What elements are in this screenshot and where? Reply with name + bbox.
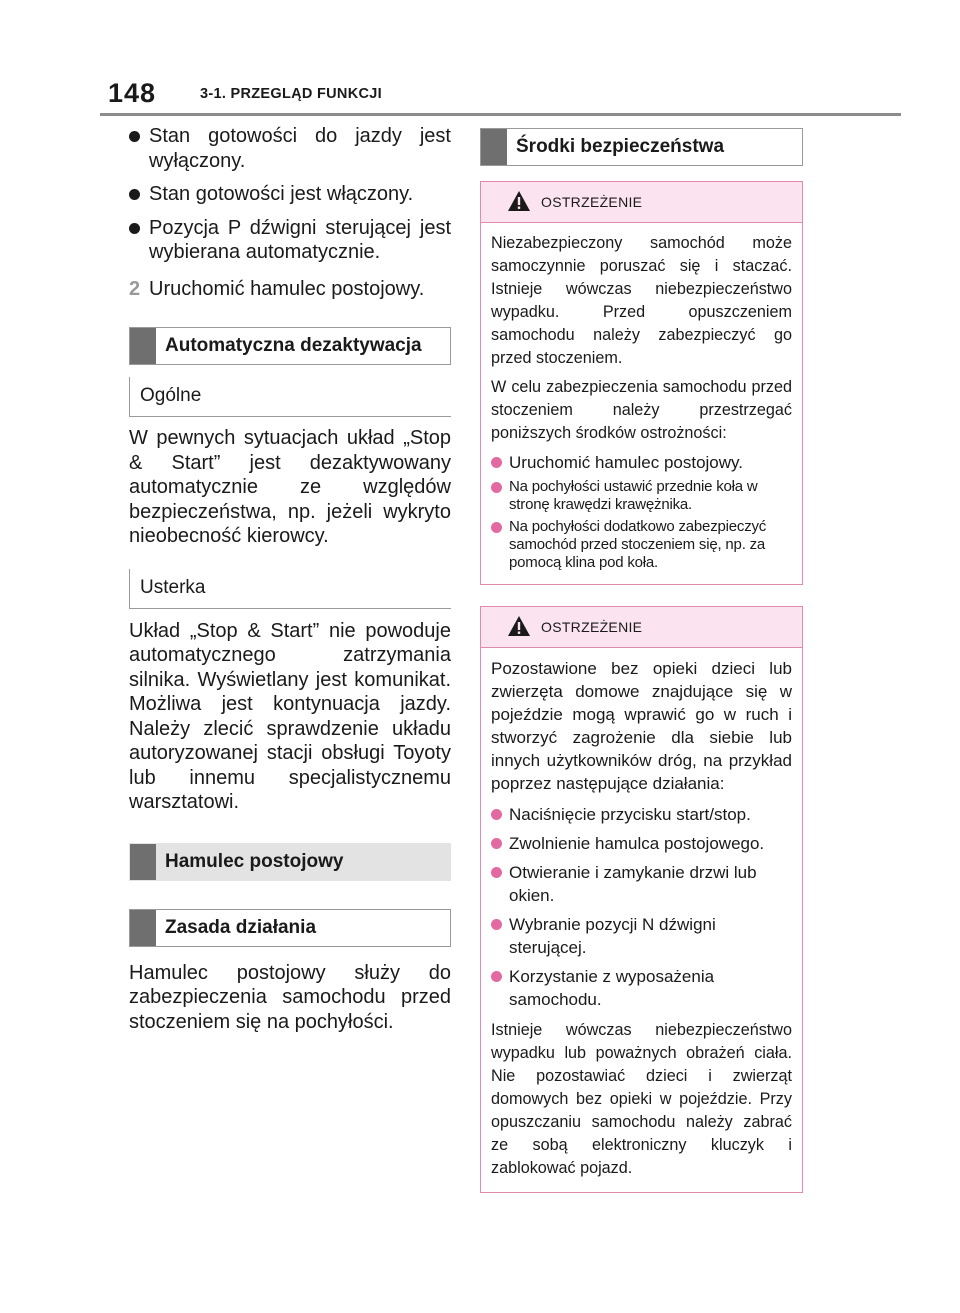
- bullet-icon: [491, 482, 502, 493]
- left-column: [129, 124, 451, 1034]
- subheading-general: Ogólne: [129, 377, 451, 417]
- bullet-icon: [491, 867, 502, 878]
- warning-title: OSTRZEŻENIE: [541, 194, 643, 210]
- bullet-icon: [129, 223, 140, 234]
- list-item: Na pochyłości ustawić przednie koła w stronę krawędzi krawężnika.: [491, 478, 792, 514]
- step-item: [129, 277, 451, 302]
- list-item: Uruchomić hamulec postojowy.: [491, 451, 792, 474]
- step-number: 2: [129, 277, 141, 300]
- bullet-icon: [491, 838, 502, 849]
- section-heading-principle: Zasada działania: [129, 909, 451, 947]
- list-item: Korzystanie z wyposażenia samochodu.: [491, 965, 792, 1011]
- warning-triangle-icon: [507, 615, 531, 637]
- warning-text: Istnieje wówczas niebezpieczeństwo wypadku lub poważnych obrażeń ciała. Nie pozostawiać dzieci i zwierząt domowych bez opieki w pojeździe. Przy opuszczaniu samochodu należy zabrać ze sobą elektroniczny kluczyk i zablokować pojazd.: [491, 1021, 792, 1177]
- subheading-fault: Usterka: [129, 569, 451, 609]
- bullet-icon: [491, 919, 502, 930]
- list-item: Stan gotowości do jazdy jest wyłączony.: [129, 124, 451, 173]
- chapter-title: 3-1. PRZEGLĄD FUNKCJI: [200, 86, 382, 102]
- principle-text: Hamulec postojowy służy do zabezpieczenia samochodu przed stoczeniem się na pochyłości.: [129, 961, 451, 1033]
- list-item: Otwieranie i zamykanie drzwi lub okien.: [491, 861, 792, 907]
- general-text: W pewnych sytuacjach układ „Stop & Start” jest dezaktywowany automatycznie ze względów bezpieczeństwa, np. jeżeli wykryto nieobecność kierowcy.: [129, 427, 451, 547]
- bullet-icon: [491, 457, 502, 468]
- bullet-icon: [491, 522, 502, 533]
- list-item: Pozycja P dźwigni sterującej jest wybierana automatycznie.: [129, 216, 451, 265]
- section-heading-auto-deactivation: Automatyczna dezaktywacja: [129, 327, 451, 365]
- warning-box-2: [480, 606, 803, 1193]
- right-column: [480, 128, 803, 1193]
- warning-header: [481, 182, 802, 223]
- warning-text: Pozostawione bez opieki dzieci lub zwierzęta domowe znajdujące się w pojeździe mogą wprawić go w ruch i stworzyć zagrożenie dla siebie lub innych użytkowników dróg, na przykład poprzez następujące działania:: [491, 659, 792, 793]
- list-item: Zwolnienie hamulca postojowego.: [491, 832, 792, 855]
- list-item: Na pochyłości dodatkowo zabezpieczyć samochód przed stoczeniem się, np. za pomocą klina pod koła.: [491, 518, 792, 572]
- list-item: Stan gotowości jest włączony.: [129, 182, 451, 207]
- section-heading-parking-brake: Hamulec postojowy: [129, 843, 451, 881]
- header-divider: [100, 113, 901, 116]
- warning-triangle-icon: [507, 190, 531, 212]
- warning-text: Niezabezpieczony samochód może samoczynnie poruszać się i staczać. Istnieje wówczas niebezpieczeństwo wypadku. Przed opuszczeniem samochodu należy zabezpieczyć go przed stoczeniem.: [491, 234, 792, 367]
- bullet-icon: [129, 131, 140, 142]
- section-heading-safety: Środki bezpieczeństwa: [480, 128, 803, 166]
- warning-title: OSTRZEŻENIE: [541, 619, 643, 635]
- list-item: Wybranie pozycji N dźwigni sterującej.: [491, 913, 792, 959]
- fault-text: Układ „Stop & Start” nie powoduje automatycznego zatrzymania silnika. Wyświetlany jest komunikat. Możliwa jest kontynuacja jazdy. Należy zlecić sprawdzenie układu autoryzowanej stacji obsługi Toyoty lub innemu specjalistycznemu warsztatowi.: [129, 619, 451, 813]
- warning-text: W celu zabezpieczenia samochodu przed stoczeniem należy przestrzegać poniższych środków ostrożności:: [491, 378, 792, 442]
- bullet-icon: [129, 189, 140, 200]
- page-number: 148: [108, 78, 157, 108]
- warning-header: [481, 607, 802, 648]
- warning-box-1: [480, 181, 803, 585]
- bullet-icon: [491, 971, 502, 982]
- step-text: Uruchomić hamulec postojowy.: [149, 277, 425, 300]
- bullet-icon: [491, 809, 502, 820]
- list-item: Naciśnięcie przycisku start/stop.: [491, 803, 792, 826]
